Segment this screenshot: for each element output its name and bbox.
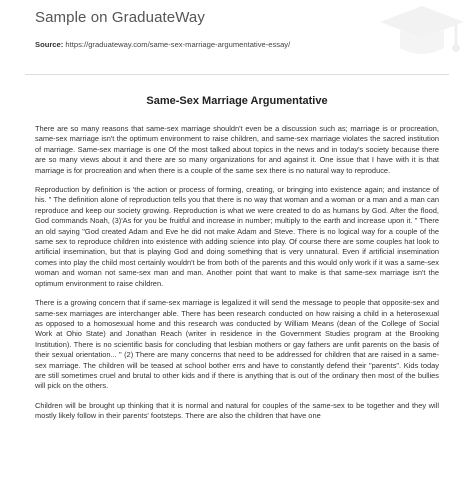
graduation-cap-icon — [360, 2, 472, 60]
site-title[interactable]: Sample on GraduateWay — [35, 9, 205, 26]
paragraph-2: Reproduction by definition is 'the action or process of forming, creating, or bringing into existence again; and instance of his. " The definition alone of reproduction tells you that there is no way that woman and a woman or a man and a man can reproduce and keep our society growing. Reproduction is what we were created to do as humans by God. After the flood, God commands Noah, (3)'As for you be fruitful and increase in number; multiply to the earth and increase upon it. " There an old saying "God created Adam and Eve he did not make Adam and Steve. There is no logical way for a couple of the same sex to reproduce children into existence with adding science into play. Of course there are some couples hat look to artificial insemination, but that is playing God and doing something that is very unnatural. Even if artificial insemination comes into play the child most certainly wouldn't be from both of the parents and this would only work if it was a same-sex woman and woman not same-sex man and man. Another point that want to make is that same-sex marriage isn't the optimum environment to raise children. — [35, 185, 439, 288]
document-title: Same-Sex Marriage Argumentative — [146, 95, 328, 107]
header-divider — [25, 74, 449, 75]
page-header — [0, 0, 474, 62]
source-line — [35, 40, 290, 49]
paragraph-1: There are so many reasons that same-sex marriage shouldn't even be a discussion such as; marriage is or procreation, same-sex marriage isn't the optimum environment to raise children, and same-sex marriage violates the sacred institution of marriage. Same-sex marriage is one Of the most talked about topics in the news and in today's society because there are so many views about it and there are so many organizations for and against it. One issue that I have with it is that marriage is for procreation and when there is a couple of the same sex there is no natural way to reproduce. — [35, 124, 439, 175]
paragraph-3: There is a growing concern that if same-sex marriage is legalized it will send the message to people that opposite-sex and same-sex marriages are interchanger able. There has been research conducted on how raising a child in a heterosexual as opposed to a homosexual home and this research was conducted by William Means (dean of the College of Social Work at Ohio State) and Jonathan Reach (writer in residence in the Government Studies program at the Brooking Institution). There is no scientific basis for concluding that lesbian mothers or gay fathers are unfit parents on the basis of their sexual orientation... " (2) There are many concerns that need to be addressed for children that are raised in a same-sex marriage. The children will be teased at school bother errs and have to constantly defend their "parents". Kids today are still sometimes cruel and brutal to other kids and if there is anything that is out of the ordinary then most of the bullies will pick on the others. — [35, 298, 439, 391]
paragraph-4: Children will be brought up thinking that it is normal and natural for couples of the same-sex to be together and they will mostly likely follow in their parents' footsteps. There are also the children that have one — [35, 400, 439, 421]
source-label: Source: — [35, 40, 64, 49]
document-body — [35, 124, 439, 431]
source-url-link[interactable]: https://graduateway.com/same-sex-marriage-argumentative-essay/ — [65, 40, 291, 49]
